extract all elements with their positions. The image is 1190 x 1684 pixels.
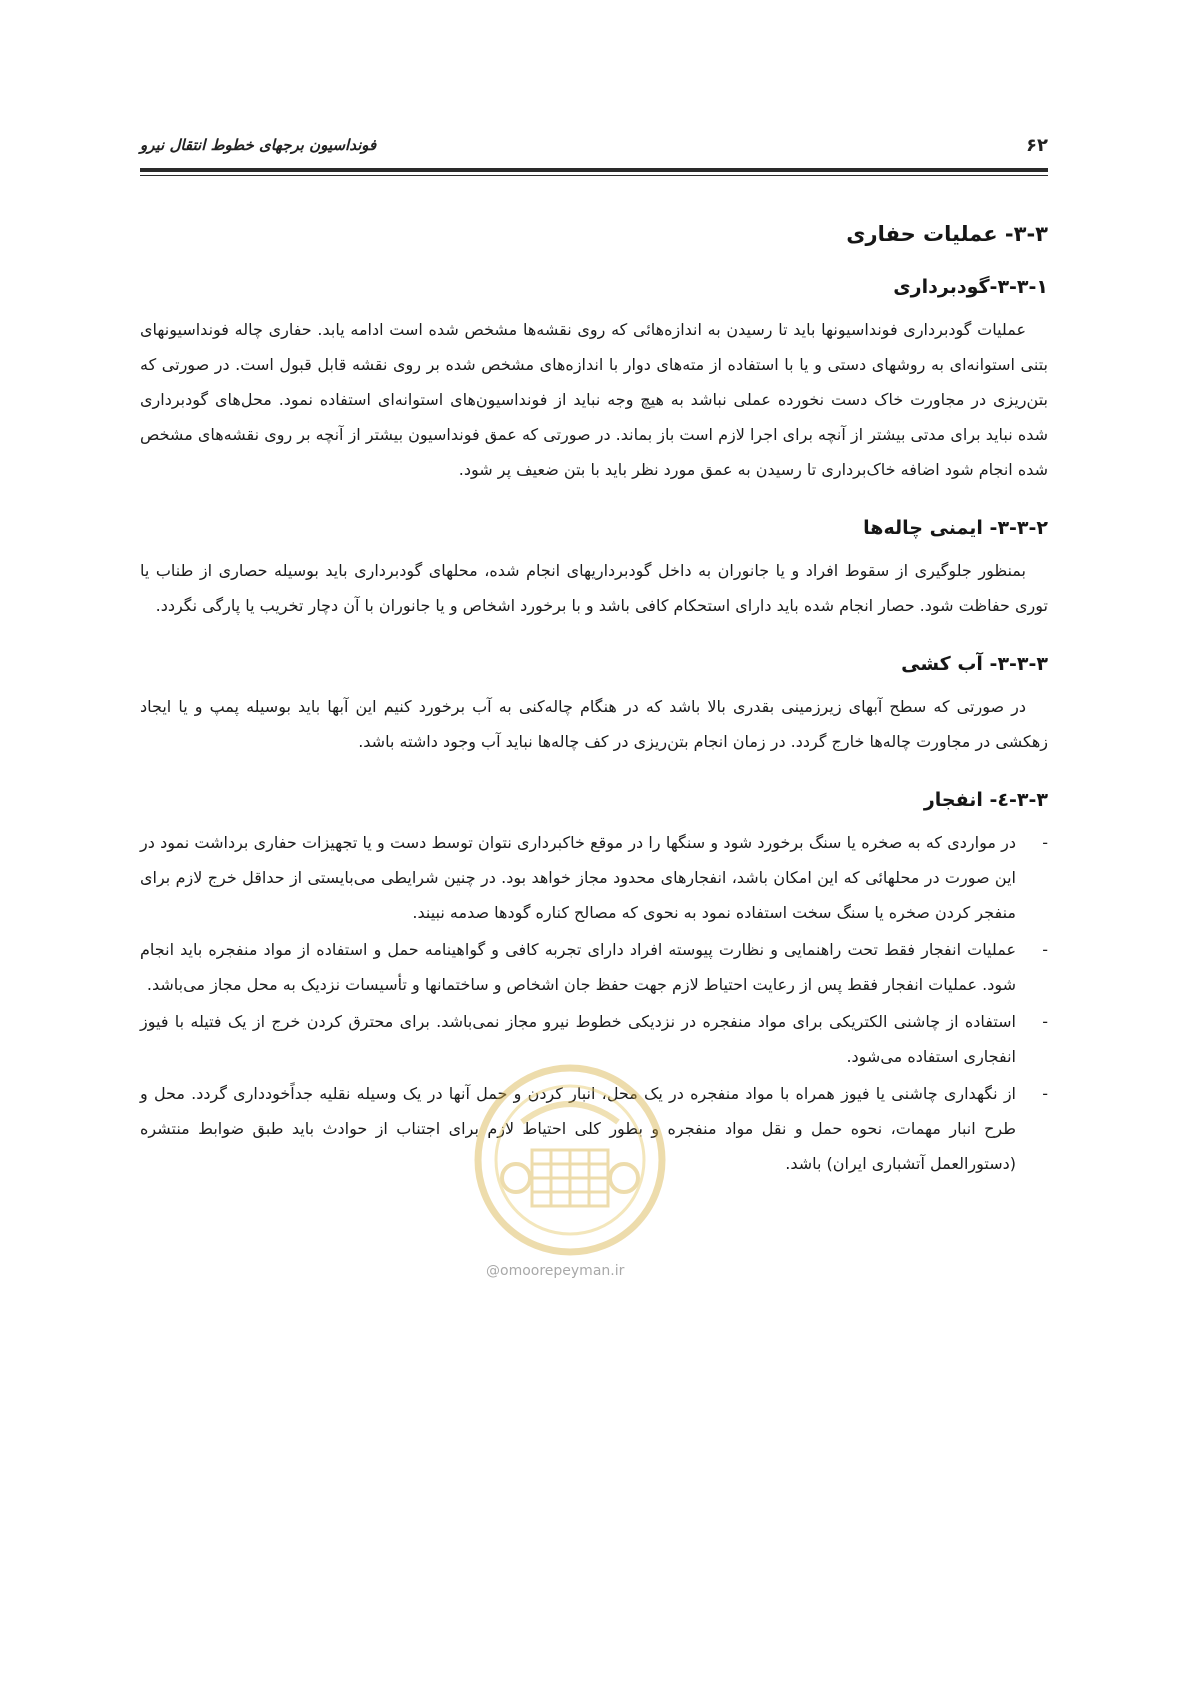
subsection-title: ۳-۳-۱-گودبرداری — [893, 276, 1048, 298]
list-item — [140, 1076, 1048, 1181]
book-title: فونداسیون برجهای خطوط انتقال نیرو — [140, 136, 377, 154]
running-header — [140, 128, 1048, 162]
bullet-list — [140, 825, 1048, 1181]
paragraph: در صورتی که سطح آبهای زیرزمینی بقدری بالا باشد که در هنگام چاله‌کنی به آب برخورد کنیم این آبها باید بوسیله پمپ و یا ایجاد زهکشی در مجاورت چاله‌ها خارج گردد. در زمان انجام بتن‌ریزی در کف چاله‌ها نباید آب وجود داشته باشد. — [140, 697, 1048, 751]
subsection-title: ۳-۳-۳- آب کشی — [901, 653, 1048, 675]
bullet-dash: - — [1042, 833, 1048, 852]
subsection-dewatering — [140, 653, 1048, 759]
list-item — [140, 1004, 1048, 1074]
watermark-url: @omoorepeyman.ir — [486, 1263, 625, 1279]
subsection-excavation — [140, 276, 1048, 487]
list-item-text: استفاده از چاشنی الکتریکی برای مواد منفجره در نزدیکی خطوط نیرو مجاز نمی‌باشد. برای محترق کردن خرج از یک فتیله با فیوز انفجاری استفاده می‌شود. — [140, 1012, 1016, 1066]
paragraph: بمنظور جلوگیری از سقوط افراد و یا جانوران به داخل گودبرداریهای انجام شده، محلهای گودبرداری باید بوسیله حصاری از طناب یا توری حفاظت شود. حصار انجام شده باید دارای استحکام کافی باشد و با برخورد اشخاص و یا جانوران با آن دچار تخریب یا پارگی نگردد. — [140, 561, 1048, 615]
header-rule-thin — [140, 175, 1048, 176]
subsection-blasting — [140, 789, 1048, 1181]
bullet-dash: - — [1042, 1012, 1048, 1031]
list-item — [140, 932, 1048, 1002]
subsection-pit-safety — [140, 517, 1048, 623]
subsection-title: ۳-۳-٤- انفجار — [923, 789, 1048, 811]
page-number: ۶۲ — [1026, 134, 1048, 156]
paragraph: عملیات گودبرداری فونداسیونها باید تا رسیدن به اندازه‌هائی که روی نقشه‌ها مشخص شده است ادامه یابد. حفاری چاله فونداسیونهای بتنی استوانه‌ای به روشهای دستی و یا با استفاده از مته‌های دوار با اندازه‌های مشخص شده بر روی نقشه قابل قبول است. در صورتی که بتن‌ریزی در مجاورت خاک دست نخورده عملی نباشد به هیچ وجه نباید از فونداسیون‌های استوانه‌ای استفاده نمود. محل‌های گودبرداری شده نباید برای مدتی بیشتر از آنچه برای اجرا لازم است باز بماند. در صورتی که عمق فونداسیون بیشتر از آنچه بر روی نقشه‌های مشخص شده انجام شود اضافه خاک‌برداری تا رسیدن به عمق مورد نظر باید با بتن ضعیف پر شود. — [140, 320, 1048, 479]
bullet-dash: - — [1042, 1084, 1048, 1103]
list-item-text: از نگهداری چاشنی یا فیوز همراه با مواد منفجره در یک محل، انبار کردن و حمل آنها در یک وسیله نقلیه جداًخودداری گردد. محل و طرح انبار مهمات، نحوه حمل و نقل مواد منفجره و بطور کلی احتیاط لازم برای اجتناب از حوادث باید طبق ضوابط منتشره (دستورالعمل آتشباری ایران) باشد. — [140, 1084, 1016, 1173]
bullet-dash: - — [1042, 940, 1048, 959]
list-item-text: عملیات انفجار فقط تحت راهنمایی و نظارت پیوسته افراد دارای تجربه کافی و گواهینامه حمل و استفاده از مواد منفجره باید انجام شود. عملیات انفجار فقط پس از رعایت احتیاط لازم جهت حفظ جان اشخاص و ساختمانها و تأسیسات نزدیک به محل مجاز می‌باشد. — [140, 940, 1016, 994]
list-item-text: در مواردی که به صخره یا سنگ برخورد شود و سنگها را در موقع خاکبرداری نتوان توسط دست و یا تجهیزات حفاری برداشت نمود در این صورت در محلهائی که این امکان باشد، انفجارهای محدود مجاز خواهد بود. در چنین شرایطی می‌بایستی از حداقل خرج لازم برای منفجر کردن صخره یا سنگ سخت استفاده نمود به نحوی که مصالح کناره گودها صدمه نبیند. — [140, 833, 1016, 922]
header-rule — [140, 168, 1048, 172]
section-title: ۳-۳- عملیات حفاری — [846, 222, 1048, 246]
subsection-title: ۳-۳-۲- ایمنی چاله‌ها — [863, 517, 1048, 539]
list-item — [140, 825, 1048, 930]
page-content — [140, 200, 1048, 1183]
